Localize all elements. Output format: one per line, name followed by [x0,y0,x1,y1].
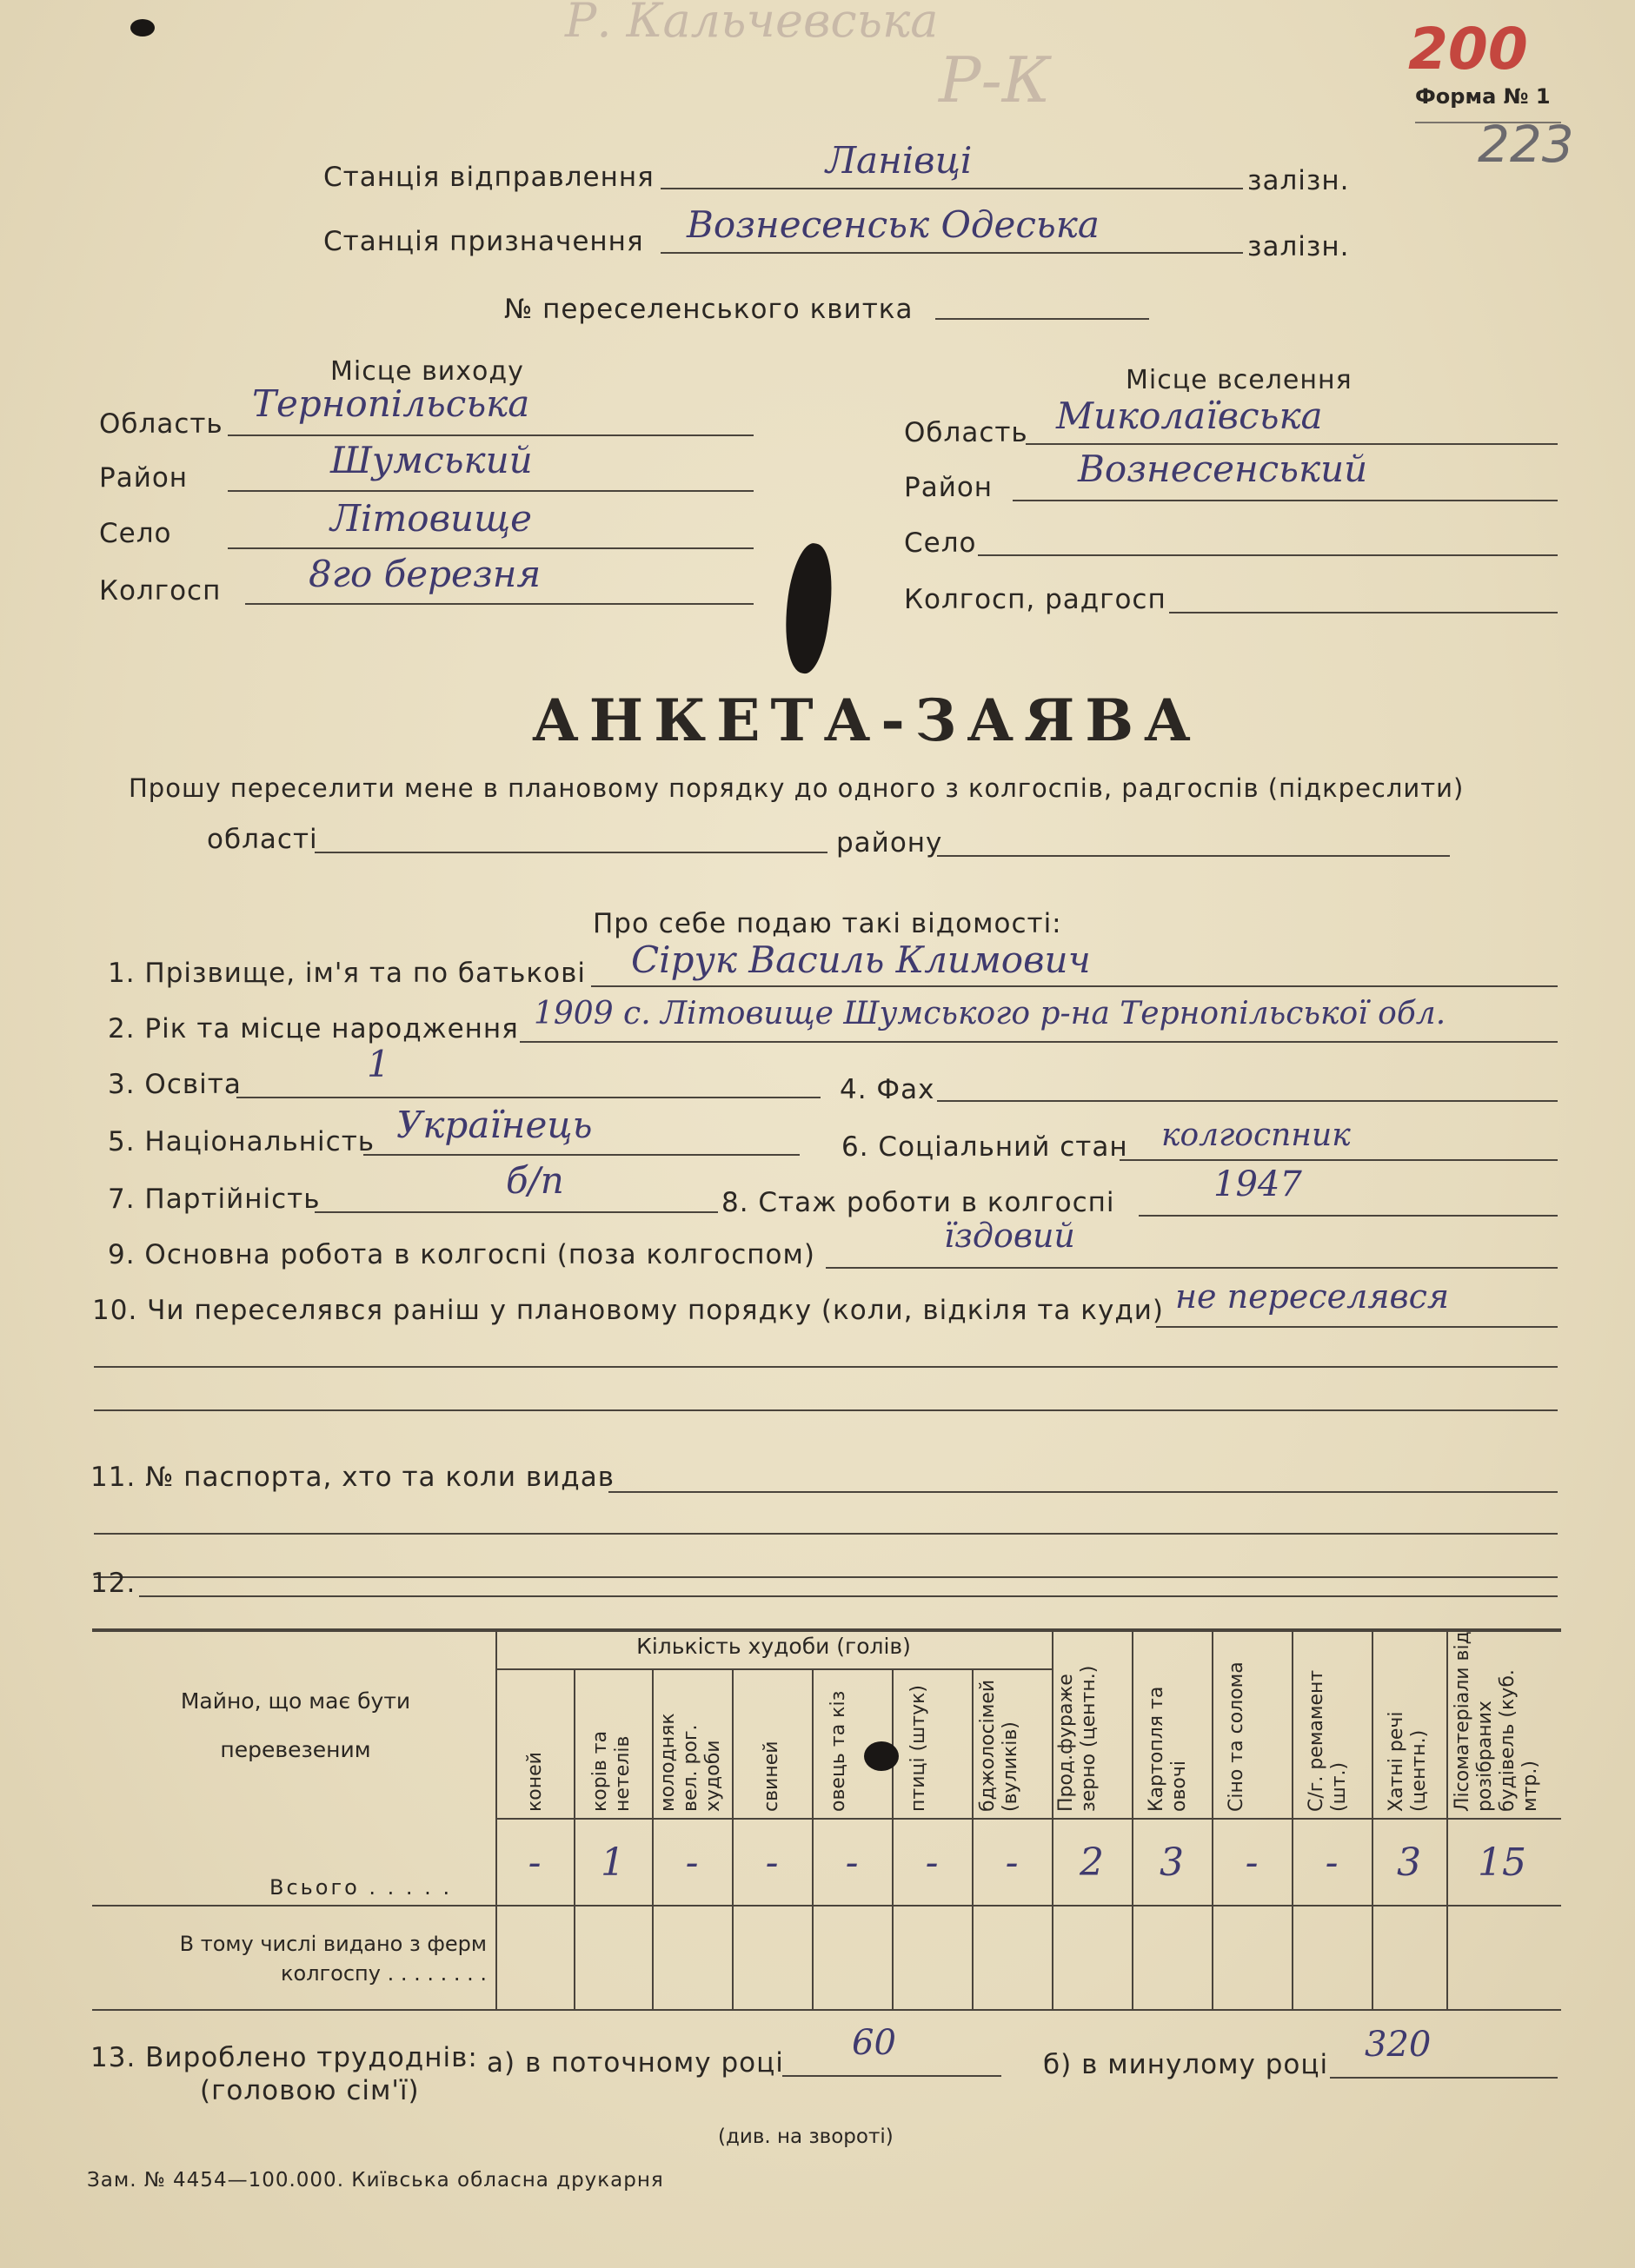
departure-station-label: Станція відправлення [323,162,655,193]
field-7-label: 7. Партійність [108,1184,321,1215]
origin-kolhosp-value: 8го березня [309,553,542,595]
request-text: Прошу переселити мене в плановому порядку до одного з колгоспів, радгоспів (підкреслити) [129,773,1465,803]
col-household: Хатні речі (центн.) [1386,1711,1430,1812]
workdays-label: 13. Вироблено трудоднів: [90,2042,478,2073]
col-sheep-goats: овець та кіз [827,1690,849,1812]
field-11-label: 11. № паспорта, хто та коли видав [90,1462,615,1493]
field-1-value: Сірук Василь Климович [631,938,1091,981]
ink-spot [130,19,155,36]
origin-raion-label: Район [99,462,189,494]
field-8-label: 8. Стаж роботи в колгоспі [721,1187,1115,1218]
raion-short-label: району [836,827,943,859]
total-label: Всього . . . . . [269,1875,453,1900]
total-cows: 1 [601,1840,625,1885]
printer-note: Зам. № 4454—100.000. Київська обласна друкарня [87,2169,664,2192]
col-young-cattle: молодняк вел. рог. худоби [657,1713,724,1812]
col-horses: коней [524,1752,546,1812]
col-inventory: С/г. ремамент (шт.) [1306,1669,1350,1812]
dest-raion-value: Вознесенський [1078,448,1368,490]
current-year-label: а) в поточному році [487,2047,784,2079]
ink-blot [778,540,839,675]
current-year-value: 60 [852,2023,896,2063]
origin-kolhosp-label: Колгосп [99,575,222,607]
departure-rail-suffix: залізн. [1247,165,1350,196]
total-potatoes: 3 [1160,1840,1184,1885]
field-7-value: б/п [506,1159,564,1202]
origin-heading: Місце виходу [330,356,524,387]
field-8-value: 1947 [1213,1164,1302,1204]
origin-selo-value: Літовище [330,497,532,540]
intro-text: Про себе подаю такі відомості: [593,908,1062,939]
property-header: Майно, що має бути перевезеним [180,1688,411,1762]
col-pigs: свиней [761,1741,782,1812]
col-timber: Лісоматеріали від розібраних будівель (куб. мтр.) [1452,1631,1541,1812]
destination-station-value: Вознесенськ Одеська [687,203,1100,246]
total-timber: 15 [1478,1840,1526,1885]
oblast-short-label: області [207,824,318,855]
field-10-value: не переселявся [1175,1277,1450,1316]
destination-heading: Місце вселення [1126,365,1353,395]
last-year-label: б) в минулому році [1043,2049,1329,2080]
see-back-note: (див. на звороті) [718,2125,894,2148]
ticket-label: № переселенського квитка [504,294,914,325]
pencil-rk-mark: Р-К [939,43,1051,116]
field-2-label: 2. Рік та місце народження [108,1013,519,1044]
form-title: АНКЕТА-ЗАЯВА [532,686,1201,754]
workdays-sublabel: (головою сім'ї) [200,2075,420,2106]
total-pigs: - [765,1840,779,1885]
field-12-label: 12. [90,1568,136,1599]
farm-issued-label: В тому числі видано з ферм колгоспу . . . . . . . . [179,1932,487,1986]
field-3-value: 1 [367,1043,390,1085]
total-household: 3 [1397,1840,1421,1885]
col-cows: корів та нетелів [589,1730,634,1812]
field-6-value: колгоспник [1161,1117,1351,1153]
total-hay: - [1245,1840,1259,1885]
grey-archive-number: 223 [1478,115,1574,174]
origin-raion-value: Шумський [330,439,533,481]
col-grain: Прод.фураже зерно (центн.) [1055,1665,1100,1812]
total-poultry: - [925,1840,939,1885]
field-2-value: 1909 с. Літовище Шумського р-на Тернопільської обл. [534,996,1446,1031]
total-bee-colonies: - [1005,1840,1019,1885]
field-1-label: 1. Прізвище, ім'я та по батькові [108,958,586,989]
total-sheep-goats: - [845,1840,859,1885]
livestock-header: Кількість худоби (голів) [636,1634,911,1659]
dest-oblast-value: Миколаївська [1056,395,1323,437]
col-poultry: птиці (штук) [907,1685,929,1812]
dest-kolhosp-label: Колгосп, радгосп [904,584,1166,615]
col-potatoes: Картопля та овочі [1146,1686,1190,1812]
destination-station-label: Станція призначення [323,226,644,257]
dest-selo-label: Село [904,527,977,559]
origin-oblast-label: Область [99,408,223,440]
field-5-label: 5. Національність [108,1126,376,1157]
origin-selo-label: Село [99,518,172,549]
dest-raion-label: Район [904,472,994,503]
field-3-label: 3. Освіта [108,1069,242,1100]
field-6-label: 6. Соціальний стан [841,1131,1128,1163]
field-10-label: 10. Чи переселявся раніш у плановому порядку (коли, відкіля та куди) [92,1295,1164,1326]
destination-rail-suffix: залізн. [1247,231,1350,262]
col-bee-colonies: бджолосімей (вуликів) [977,1679,1021,1812]
red-archive-number: 200 [1408,16,1528,83]
field-5-value: Українець [396,1104,593,1146]
total-horses: - [528,1840,542,1885]
departure-station-value: Ланівці [826,139,973,182]
ink-spot [864,1741,899,1771]
field-4-label: 4. Фах [840,1074,935,1105]
origin-oblast-value: Тернопільська [252,382,530,425]
last-year-value: 320 [1365,2025,1432,2065]
field-9-label: 9. Основна робота в колгоспі (поза колгоспом) [108,1239,815,1270]
col-hay: Сіно та солома [1226,1661,1247,1812]
total-inventory: - [1325,1840,1339,1885]
field-9-value: їздовий [944,1217,1075,1255]
form-label: Форма № 1 [1415,84,1551,109]
pencil-archive-note: Р. Кальчевська [565,0,939,48]
total-young-cattle: - [685,1840,699,1885]
dest-oblast-label: Область [904,417,1028,448]
total-grain: 2 [1080,1840,1104,1885]
